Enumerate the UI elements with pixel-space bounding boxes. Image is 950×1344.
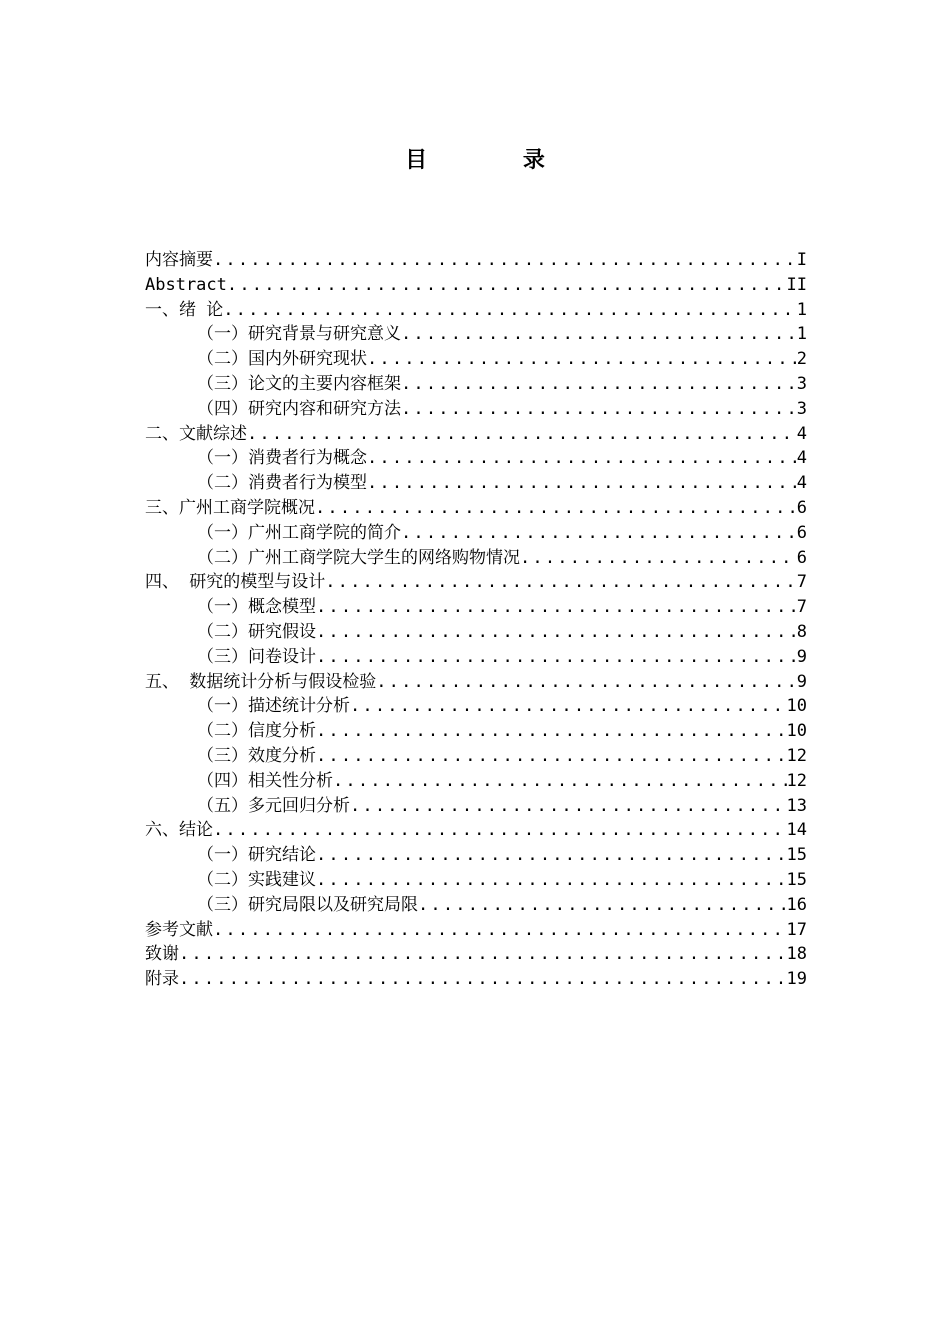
toc-entry-page-number: 7: [796, 597, 807, 618]
toc-dot-leader: [325, 570, 797, 595]
toc-dot-leader: [418, 893, 787, 918]
toc-entry[interactable]: [145, 868, 807, 893]
toc-entry-page-number: 9: [796, 671, 807, 692]
toc-dot-leader: [401, 372, 797, 397]
toc-entry[interactable]: [145, 620, 807, 645]
toc-dot-leader: [333, 769, 787, 794]
toc-entry-label: 四、 研究的模型与设计: [145, 572, 326, 593]
toc-entry-page-number: 10: [786, 696, 807, 717]
toc-entry-label: （四）研究内容和研究方法: [197, 398, 401, 419]
toc-entry-page-number: 4: [796, 423, 807, 444]
toc-entry-label: （一）研究背景与研究意义: [197, 324, 401, 345]
toc-entry-label: 参考文献: [145, 919, 213, 940]
toc-entry-page-number: 15: [786, 845, 807, 866]
toc-entry-page-number: 1: [796, 299, 807, 320]
toc-entry[interactable]: [145, 347, 807, 372]
toc-dot-leader: [350, 794, 787, 819]
toc-entry-page-number: 9: [796, 646, 807, 667]
toc-entry-page-number: 16: [786, 894, 807, 915]
toc-entry-label: （二）广州工商学院大学生的网络购物情况: [197, 547, 520, 568]
toc-entry-label: （一）研究结论: [197, 845, 316, 866]
toc-entry-page-number: 13: [786, 795, 807, 816]
toc-entry-page-number: 3: [796, 373, 807, 394]
toc-entry-label: （一）描述统计分析: [197, 696, 350, 717]
toc-entry-page-number: 2: [796, 349, 807, 370]
toc-dot-leader: [213, 818, 787, 843]
toc-entry-label: 三、广州工商学院概况: [145, 497, 315, 518]
toc-entry-label: （二）消费者行为模型: [197, 473, 367, 494]
toc-entry[interactable]: [145, 942, 807, 967]
toc-dot-leader: [367, 471, 797, 496]
toc-dot-leader: [179, 967, 787, 992]
toc-entry-label: 致谢: [145, 944, 179, 965]
toc-entry-page-number: 8: [796, 621, 807, 642]
toc-entry-label: 附录: [145, 969, 179, 990]
toc-entry-page-number: 1: [796, 324, 807, 345]
toc-dot-leader: [316, 595, 797, 620]
toc-entry[interactable]: [145, 843, 807, 868]
toc-entry-label: （三）问卷设计: [197, 646, 316, 667]
toc-entry-page-number: 10: [786, 721, 807, 742]
toc-dot-leader: [316, 868, 787, 893]
toc-entry-page-number: 6: [796, 547, 807, 568]
toc-entry-page-number: 19: [786, 969, 807, 990]
toc-entry-page-number: 12: [786, 745, 807, 766]
toc-entry-label: （三）论文的主要内容框架: [197, 373, 401, 394]
toc-entry[interactable]: [145, 794, 807, 819]
toc-entry-label: （一）概念模型: [197, 597, 316, 618]
toc-entry-label: 内容摘要: [145, 250, 213, 270]
toc-dot-leader: [315, 496, 797, 521]
toc-entry-page-number: 12: [786, 770, 807, 791]
toc-dot-leader: [247, 422, 797, 447]
toc-entry[interactable]: [145, 645, 807, 670]
toc-entry-page-number: 18: [786, 944, 807, 965]
toc-dot-leader: [376, 670, 797, 695]
toc-entry-page-number: 3: [796, 398, 807, 419]
toc-entry-label: 二、文献综述: [145, 423, 247, 444]
toc-entry-label: 一、绪 论: [145, 299, 224, 320]
toc-entry[interactable]: [145, 446, 807, 471]
toc-dot-leader: [520, 546, 797, 571]
toc-entry[interactable]: [145, 818, 807, 843]
toc-entry[interactable]: [145, 298, 807, 323]
toc-entry[interactable]: [145, 918, 807, 943]
toc-entry-label: （四）相关性分析: [197, 770, 333, 791]
toc-entry[interactable]: [145, 397, 807, 422]
toc-dot-leader: [316, 843, 787, 868]
toc-entry-label: （二）实践建议: [197, 869, 316, 890]
toc-dot-leader: [401, 322, 797, 347]
toc-dot-leader: [179, 942, 787, 967]
toc-entry-label: （五）多元回归分析: [197, 795, 350, 816]
toc-entry[interactable]: [145, 273, 807, 298]
toc-dot-leader: [316, 645, 797, 670]
toc-entry[interactable]: [145, 769, 807, 794]
toc-entry[interactable]: [145, 248, 807, 273]
toc-dot-leader: [316, 744, 787, 769]
toc-entry-label: （二）研究假设: [197, 621, 316, 642]
toc-entry[interactable]: [145, 570, 807, 595]
toc-entry[interactable]: [145, 422, 807, 447]
toc-dot-leader: [223, 298, 797, 323]
toc-dot-leader: [367, 347, 797, 372]
toc-entry[interactable]: [145, 719, 807, 744]
toc-entry[interactable]: [145, 546, 807, 571]
toc-entry-label: Abstract: [145, 274, 227, 295]
toc-dot-leader: [401, 397, 797, 422]
toc-entry[interactable]: [145, 893, 807, 918]
toc-entry[interactable]: [145, 595, 807, 620]
toc-entry-label: （二）国内外研究现状: [197, 349, 367, 370]
toc-dot-leader: [367, 446, 797, 471]
toc-entry-label: （一）消费者行为概念: [197, 448, 367, 469]
toc-entry-label: （一）广州工商学院的简介: [197, 522, 401, 543]
toc-dot-leader: [213, 248, 797, 273]
toc-dot-leader: [316, 620, 797, 645]
toc-dot-leader: [227, 273, 787, 298]
toc-dot-leader: [350, 694, 787, 719]
toc-entry-label: （三）研究局限以及研究局限: [197, 894, 418, 915]
toc-entry[interactable]: [145, 471, 807, 496]
toc-entry-page-number: 15: [786, 869, 807, 890]
toc-entry-label: 五、 数据统计分析与假设检验: [145, 671, 377, 692]
toc-entry-page-number: I: [796, 250, 807, 270]
toc-entry[interactable]: [145, 967, 807, 992]
toc-entry-page-number: II: [786, 274, 807, 295]
toc-entry[interactable]: [145, 744, 807, 769]
page-title: 目 录: [405, 148, 589, 173]
toc-dot-leader: [213, 918, 787, 943]
toc-entry-page-number: 6: [796, 522, 807, 543]
toc-entry-page-number: 17: [786, 919, 807, 940]
toc-entry-page-number: 4: [796, 473, 807, 494]
toc-entry[interactable]: [145, 372, 807, 397]
toc-entry-page-number: 4: [796, 448, 807, 469]
toc-entry-label: 六、结论: [145, 820, 213, 841]
toc-entry-page-number: 14: [786, 820, 807, 841]
toc-entry-label: （三）效度分析: [197, 745, 316, 766]
toc-entry[interactable]: [145, 322, 807, 347]
toc-entry-page-number: 6: [796, 497, 807, 518]
toc-dot-leader: [401, 521, 797, 546]
toc-entry-label: （二）信度分析: [197, 721, 316, 742]
toc-entry[interactable]: [145, 694, 807, 719]
toc-dot-leader: [316, 719, 787, 744]
toc-entry[interactable]: [145, 521, 807, 546]
toc-entry-page-number: 7: [796, 572, 807, 593]
table-of-contents: [145, 248, 807, 992]
toc-entry[interactable]: [145, 496, 807, 521]
toc-entry[interactable]: [145, 670, 807, 695]
